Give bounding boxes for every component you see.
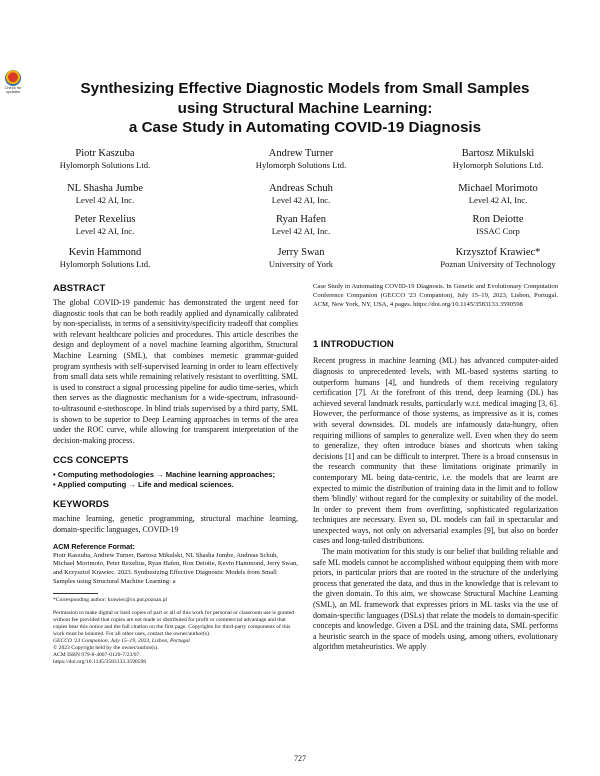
author-name: Kevin Hammond bbox=[68, 247, 142, 258]
keywords-text: machine learning, genetic programming, structural machine learning, domain-specific languages, COVID-19 bbox=[53, 514, 298, 534]
author-name: Andreas Schuh bbox=[269, 183, 333, 194]
author-4 bbox=[15, 182, 195, 206]
reference-format-text: Piotr Kaszuba, Andrew Turner, Bartosz Mikulski, NL Shasha Jumbe, Andreas Schuh, Michael Morimoto, Peter Rexelius, Ryan Hafen, Ron Deiotte, Kevin Hammond, Jerry Swan, and Krzysztof Krawiec. 2023. Synthesizing Effective Diagnostic Models from Small Samples using Structural Machine Learning: a bbox=[53, 551, 298, 585]
author-name: Ron Deiotte bbox=[472, 214, 524, 225]
permission-text: Permission to make digital or hard copies of part or all of this work for personal or classroom use is granted without fee provided that copies are not made or distributed for profit or commercial advantage and that copies bear this notice and the full citation on the first page. Copyrights for third-party components of this work must be honored. For all other uses, contact the owner/author(s). bbox=[53, 609, 295, 638]
author-1 bbox=[15, 147, 195, 171]
author-affiliation: ISSAC Corp bbox=[476, 226, 520, 236]
left-column bbox=[53, 283, 298, 667]
title-line-3: a Case Study in Automating COVID-19 Diagnosis bbox=[128, 119, 482, 136]
author-5 bbox=[211, 182, 391, 206]
ccs-item-1: • Computing methodologies → Machine learning approaches; bbox=[53, 470, 276, 480]
author-affiliation: Hylomorph Solutions Ltd. bbox=[255, 160, 347, 170]
author-3 bbox=[408, 147, 588, 171]
author-affiliation: Level 42 AI, Inc. bbox=[271, 195, 331, 205]
author-affiliation: Level 42 AI, Inc. bbox=[75, 195, 135, 205]
title-line-2: using Structural Machine Learning: bbox=[177, 99, 433, 117]
author-10 bbox=[15, 246, 195, 270]
introduction-paragraph-2: The main motivation for this study is our belief that building reliable and safe ML models cannot be accomplished without equipping them with more priors, in particular priors that are rooted in the structure of the underlying process that generated the data, and thus in the knowledge that is relevant to the given domain. To this aim, we showcase Structural Machine Learning (SML), an ML framework that expresses priors in ML tasks via the use of domain-specific languages (DSLs) that relate the models to domain-specific concepts and knowledge. Given a DSL and the training data, SML performs a heuristic search in the space of models using, among others, evolutionary algorithm metaheuristics. We apply bbox=[313, 547, 558, 652]
ccs-heading: CCS CONCEPTS bbox=[53, 455, 129, 467]
author-name: Jerry Swan bbox=[277, 247, 325, 258]
author-8 bbox=[211, 213, 391, 237]
author-affiliation: Hylomorph Solutions Ltd. bbox=[452, 160, 544, 170]
paper-title bbox=[40, 79, 570, 138]
author-affiliation: University of York bbox=[268, 259, 334, 269]
author-name: Krzysztof Krawiec* bbox=[455, 247, 541, 258]
author-12 bbox=[408, 246, 588, 270]
author-affiliation: Hylomorph Solutions Ltd. bbox=[59, 259, 151, 269]
author-11 bbox=[211, 246, 391, 270]
author-name: NL Shasha Jumbe bbox=[66, 183, 144, 194]
author-9 bbox=[408, 213, 588, 237]
permission-venue: GECCO '23 Companion, July 15–19, 2023, Lisbon, Portugal bbox=[53, 638, 190, 645]
footnote-text: *Corresponding author: krawiec@cs.put.poznan.pl bbox=[53, 596, 168, 603]
author-affiliation: Level 42 AI, Inc. bbox=[468, 195, 528, 205]
update-seal-icon bbox=[5, 70, 21, 86]
author-2 bbox=[211, 147, 391, 171]
permission-doi[interactable]: https://doi.org/10.1145/3583133.3590598 bbox=[53, 659, 147, 666]
author-affiliation: Level 42 AI, Inc. bbox=[75, 226, 135, 236]
permission-isbn: ACM ISBN 979-8-4007-0120-7/23/07. bbox=[53, 652, 141, 659]
abstract-heading: ABSTRACT bbox=[53, 283, 106, 294]
author-7 bbox=[15, 213, 195, 237]
author-6 bbox=[408, 182, 588, 206]
reference-format-continued: Case Study in Automating COVID-19 Diagnosis. In Genetic and Evolutionary Computation Conference Companion (GECCO '23 Companion), July 15–19, 2023, Lisbon, Portugal. ACM, New York, NY, USA, 4 pages. https://doi.org/10.1145/3583133.3590598 bbox=[313, 283, 558, 308]
author-name: Ryan Hafen bbox=[275, 214, 327, 225]
author-affiliation: Hylomorph Solutions Ltd. bbox=[59, 160, 151, 170]
author-affiliation: Poznan University of Technology bbox=[440, 259, 556, 269]
reference-format-heading: ACM Reference Format: bbox=[53, 541, 135, 551]
author-name: Peter Rexelius bbox=[74, 214, 136, 225]
check-for-updates-badge[interactable] bbox=[3, 70, 23, 96]
title-line-1: Synthesizing Effective Diagnostic Models from Small Samples bbox=[80, 80, 530, 97]
author-name: Michael Morimoto bbox=[458, 183, 538, 194]
page-number: 727 bbox=[294, 754, 306, 763]
abstract-text: The global COVID-19 pandemic has demonstrated the urgent need for diagnostic tools that can be both readily applied and dynamically calibrated by non-specialists, in terms of a sensitivity/specificity tradeoff that complies with relevant healthcare policies and procedures. This article describes the design and deployment of a novel machine learning algorithm, Structural Machine Learning (SML), that combines memetic grammar-guided program synthesis with self-supervised learning in order to learn effectively from small data sets while remaining relatively resistant to overfitting. SML is used to construct a signal processing pipeline for audio time-series, which then serves as the diagnostic mechanism for a wide-spectrum, infrasound-to-ultrasound e-stethoscope. In blind trials supervised by a third party, SML is shown to be superior to Deep Learning approaches in terms of the area under the ROC curve, while allowing for transparent interpretation of the decision-making process. bbox=[53, 298, 298, 445]
ccs-item-2: • Applied computing → Life and medical sciences. bbox=[53, 480, 234, 490]
keywords-heading: KEYWORDS bbox=[53, 499, 109, 511]
author-name: Piotr Kaszuba bbox=[75, 148, 135, 159]
author-name: Andrew Turner bbox=[268, 148, 334, 159]
badge-caption: Check for updates bbox=[4, 85, 22, 94]
introduction-heading: 1 INTRODUCTION bbox=[313, 339, 394, 351]
right-column bbox=[313, 283, 558, 653]
footnote-rule bbox=[53, 593, 98, 594]
introduction-paragraph-1: Recent progress in machine learning (ML) has advanced computer-aided diagnosis to unprecedented levels, with ML-based systems starting to outperform humans [4], and hundreds of them receiving regulatory certification [7]. At the forefront of this trend, deep learning (DL) has achieved several landmark results, particularly w.r.t. medical imaging [3, 6]. However, the performance of those systems, as impressive as it is, comes with several downsides. DL models are infamously data-hungry, often requiring millions of samples to generalize well. Even when they do seem to generalize, they often introduce biases and shortcuts when taking decisions [1] and can be difficult to interpret. There is a broad consensus in the research community that these limitations originate primarily in contemporary ML being data-centric, i.e. the models that are learnt are expected to mimic the distribution of training data in the limit and to follow them 'blindly' without regard for the complexity or suitability of the model. In order to prevent them from overfitting, sophisticated regularization techniques are necessary. Even so, DL models can fail in spectacular and unexpected ways, not only on adversarial examples [9], but also on border cases and long-tailed distributions. bbox=[313, 356, 558, 546]
author-affiliation: Level 42 AI, Inc. bbox=[271, 226, 331, 236]
author-name: Bartosz Mikulski bbox=[461, 148, 535, 159]
permission-copyright: © 2023 Copyright held by the owner/author(s). bbox=[53, 645, 159, 652]
